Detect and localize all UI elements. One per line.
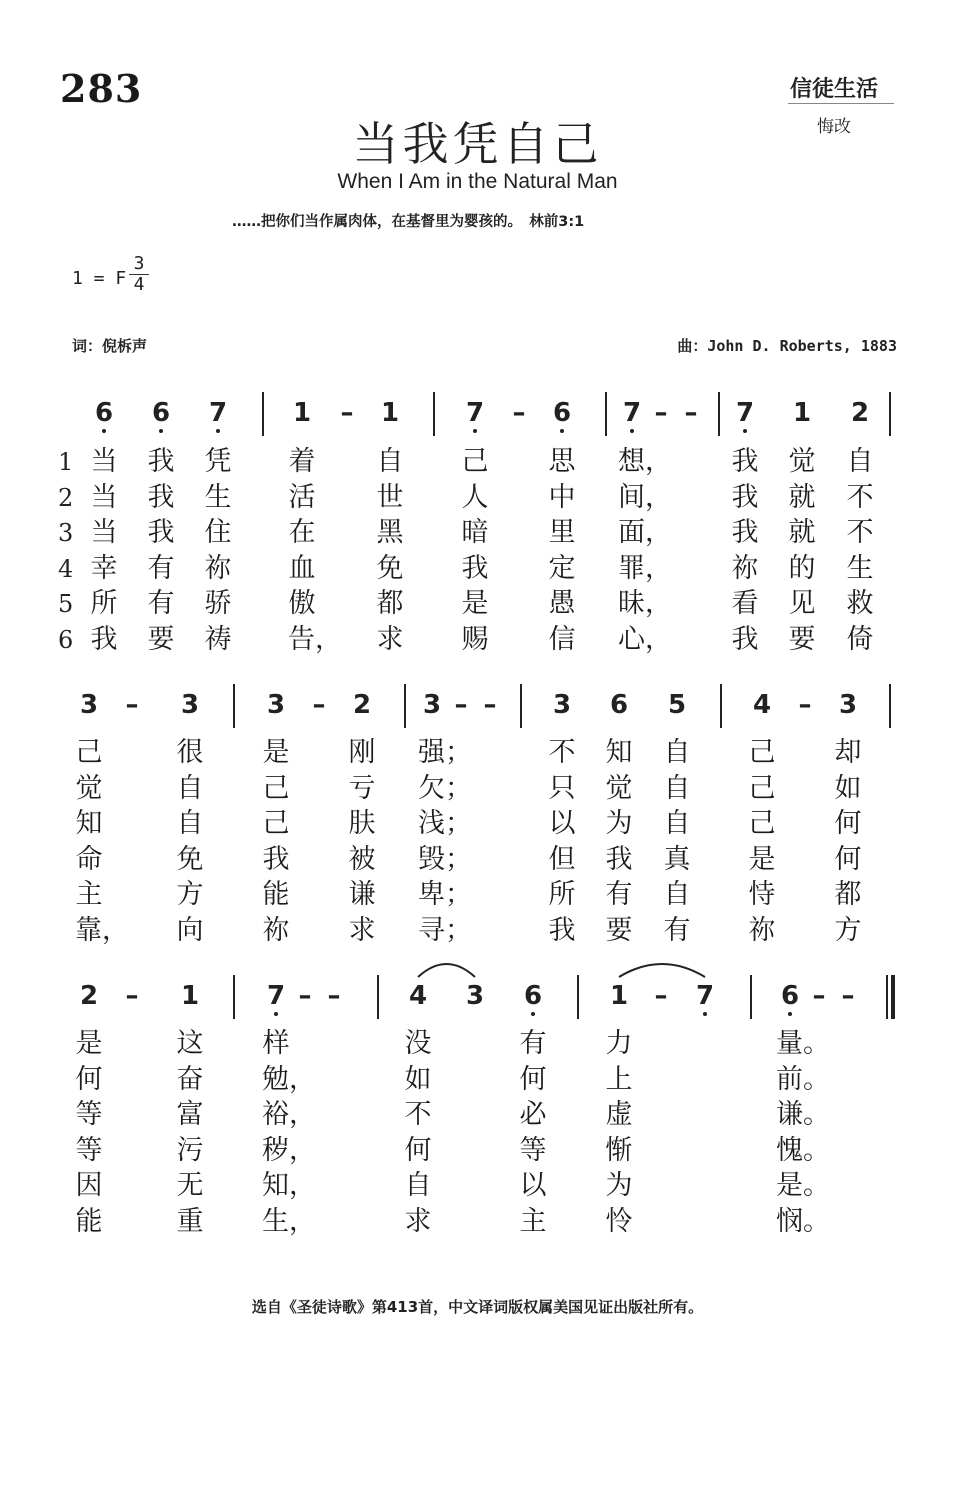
lyric-syllable: 自 [663,737,691,768]
lyric-syllable: 等 [519,1134,547,1166]
bar-line [520,684,522,728]
sustain-dash: – [812,981,826,1011]
low-octave-dot [743,429,747,433]
time-signature [129,254,149,295]
lyric-syllable: 命 [75,843,103,875]
sustain-dash: – [327,981,341,1011]
lyric-syllable: 我 [731,517,759,548]
lyric-syllable: 为 [605,808,633,839]
lyric-syllable: 自 [376,446,404,477]
lyric-syllable: 倚 [846,623,874,655]
lyric-syllable: 上 [605,1063,633,1095]
lyric-syllable: 免 [376,552,404,584]
lyric-syllable: 被 [348,843,376,875]
lyric-syllable: 主 [519,1205,547,1237]
lyric-syllable: 想， [618,446,672,477]
lyric-syllable: 人 [461,481,489,513]
lyric-syllable: 必 [519,1099,547,1130]
lyric-syllable: 的 [788,552,816,584]
bar-line [433,392,435,436]
note: 7 [735,398,755,428]
time-signature-bottom: 4 [133,274,145,295]
lyric-syllable: 前。 [776,1063,830,1095]
lyric-syllable: 惭 [605,1134,633,1166]
bar-line [889,684,891,728]
note: 7 [208,398,228,428]
verse-number: 4 [58,554,74,583]
lyric-syllable: 何 [404,1134,432,1166]
lyric-syllable: 是 [461,588,489,619]
bar-line [233,975,235,1019]
lyric-syllable: 凭 [204,446,232,477]
note: 1 [609,981,629,1011]
sustain-dash: – [454,690,468,720]
note: 1 [380,398,400,428]
verse-number: 3 [58,519,74,547]
lyric-syllable: 自 [404,1170,432,1201]
lyric-syllable: 以 [548,808,576,839]
lyric-syllable: 求 [376,623,404,655]
low-octave-dot [630,429,634,433]
lyric-syllable: 自 [846,446,874,477]
lyric-syllable: 所 [548,879,576,910]
lyric-syllable: 黑 [376,517,404,548]
low-octave-dot [703,1012,707,1016]
note: 2 [352,690,372,720]
lyric-syllable: 富 [176,1099,204,1130]
lyric-syllable: 靠， [75,914,129,946]
bar-line [233,684,235,728]
composer-credit: 曲：John D. Roberts, 1883 [677,337,897,355]
low-octave-dot [274,1012,278,1016]
lyric-syllable: 祢 [748,914,776,946]
category-label: 信徒生活 [790,76,879,102]
lyric-syllable: 赐 [461,623,489,655]
lyric-syllable: 看 [731,588,759,619]
lyric-syllable: 何 [834,843,862,875]
sustain-dash: – [512,398,526,428]
note: 7 [465,398,485,428]
lyric-syllable: 力 [605,1028,633,1059]
lyric-syllable: 真 [663,843,691,875]
bar-line [720,684,722,728]
lyric-syllable: 却 [834,737,862,768]
lyric-syllable: 血 [288,552,316,584]
note: 7 [266,981,286,1011]
lyric-syllable: 心， [618,623,672,655]
lyric-syllable: 见 [788,588,816,619]
note: 3 [266,690,286,720]
lyric-syllable: 谦 [348,879,376,910]
lyric-syllable: 愧。 [776,1134,830,1166]
lyric-syllable: 我 [147,446,175,477]
subcategory-label: 悔改 [817,117,851,137]
lyric-syllable: 我 [731,446,759,477]
note: 6 [780,981,800,1011]
note: 4 [408,981,428,1011]
bar-line [889,392,891,436]
lyric-syllable: 量。 [776,1028,830,1059]
sustain-dash: – [684,398,698,428]
verse-number: 2 [58,483,74,512]
note: 6 [523,981,543,1011]
lyric-syllable: 我 [90,623,118,655]
lyric-syllable: 重 [176,1205,204,1237]
time-signature-top: 3 [129,254,149,275]
lyric-syllable: 觉 [75,772,103,804]
lyric-syllable: 是 [75,1028,103,1059]
note: 4 [752,690,772,720]
lyric-syllable: 毁； [418,843,472,875]
lyric-syllable: 祢 [262,914,290,946]
lyric-syllable: 我 [147,517,175,548]
lyric-syllable: 欠； [418,772,472,804]
lyric-syllable: 自 [663,772,691,804]
low-octave-dot [102,429,106,433]
category-divider [788,103,894,104]
lyric-syllable: 污 [176,1134,204,1166]
lyric-syllable: 活 [288,481,316,513]
sustain-dash: – [312,690,326,720]
lyric-syllable: 如 [404,1063,432,1095]
low-octave-dot [473,429,477,433]
note: 5 [667,690,687,720]
lyric-syllable: 面， [618,517,672,548]
lyric-syllable: 昧， [618,588,672,619]
lyric-syllable: 己 [748,737,776,768]
lyric-syllable: 己 [262,808,290,839]
note: 2 [79,981,99,1011]
hymn-title: 当我凭自己 [352,117,603,171]
scripture-reference: ……把你们当作属肉体，在基督里为婴孩的。 林前3:1 [232,214,585,230]
bar-line [750,975,752,1019]
sustain-dash: – [654,398,668,428]
note: 3 [422,690,442,720]
lyric-syllable: 就 [788,481,816,513]
lyric-syllable: 愚 [548,588,576,619]
lyric-syllable: 能 [262,879,290,910]
note: 6 [94,398,114,428]
low-octave-dot [531,1012,535,1016]
lyric-syllable: 信 [548,623,576,655]
lyric-syllable: 着 [288,446,316,477]
note: 7 [622,398,642,428]
lyric-syllable: 方 [176,879,204,910]
lyric-syllable: 告， [288,623,342,655]
lyric-syllable: 骄 [204,588,232,619]
lyric-syllable: 不 [846,481,874,513]
lyric-syllable: 悯。 [776,1205,830,1237]
lyric-syllable: 在 [288,517,316,548]
bar-line [605,392,607,436]
lyric-syllable: 裕， [262,1099,316,1130]
lyric-syllable: 秽， [262,1134,316,1166]
note: 7 [695,981,715,1011]
lyric-syllable: 亏 [348,772,376,804]
lyric-syllable: 虚 [605,1099,633,1130]
lyric-syllable: 我 [605,843,633,875]
sustain-dash: – [298,981,312,1011]
lyricist-credit: 词：倪柝声 [72,337,148,355]
lyric-syllable: 己 [75,737,103,768]
lyric-syllable: 主 [75,879,103,910]
lyric-syllable: 要 [788,623,816,655]
lyric-syllable: 己 [748,808,776,839]
lyric-syllable: 祢 [731,552,759,584]
lyric-syllable: 有 [147,588,175,619]
lyric-syllable: 间， [618,481,672,513]
lyric-syllable: 自 [663,808,691,839]
verse-number: 5 [58,590,74,618]
lyric-syllable: 浅； [418,808,472,839]
note: 3 [79,690,99,720]
final-bar-thin [886,975,888,1019]
hymn-number: 283 [60,66,143,111]
lyric-syllable: 不 [404,1099,432,1130]
sustain-dash: – [125,981,139,1011]
lyric-syllable: 要 [147,623,175,655]
note: 6 [609,690,629,720]
lyric-syllable: 如 [834,772,862,804]
bar-line [377,975,379,1019]
lyric-syllable: 己 [748,772,776,804]
lyric-syllable: 我 [461,552,489,584]
lyric-syllable: 有 [519,1028,547,1059]
lyric-syllable: 方 [834,914,862,946]
lyric-syllable: 向 [176,914,204,946]
lyric-syllable: 祷 [204,623,232,655]
lyric-syllable: 恃 [748,879,776,910]
lyric-syllable: 觉 [605,772,633,804]
lyric-syllable: 祢 [204,552,232,584]
bar-line [577,975,579,1019]
note: 3 [552,690,572,720]
lyric-syllable: 是 [262,737,290,768]
lyric-syllable: 都 [376,588,404,619]
lyric-syllable: 己 [262,772,290,804]
lyric-syllable: 能 [75,1205,103,1237]
lyric-syllable: 思 [548,446,576,477]
lyric-syllable: 觉 [788,446,816,477]
lyric-syllable: 何 [519,1063,547,1095]
lyric-syllable: 刚 [348,737,376,768]
lyric-syllable: 当 [90,481,118,513]
lyric-syllable: 当 [90,517,118,548]
lyric-syllable: 寻； [418,914,472,946]
lyric-syllable: 这 [176,1028,204,1059]
lyric-syllable: 有 [663,914,691,946]
lyric-syllable: 样 [262,1028,290,1059]
lyric-syllable: 是。 [776,1170,830,1201]
note: 2 [850,398,870,428]
lyric-syllable: 为 [605,1170,633,1201]
low-octave-dot [788,1012,792,1016]
verse-number: 1 [58,448,74,476]
lyric-syllable: 勉， [262,1063,316,1095]
lyric-syllable: 但 [548,843,576,875]
lyric-syllable: 住 [204,517,232,548]
lyric-syllable: 当 [90,446,118,477]
lyric-syllable: 肤 [348,808,376,839]
lyric-syllable: 以 [519,1170,547,1201]
lyric-syllable: 何 [75,1063,103,1095]
english-title: When I Am in the Natural Man [337,170,618,193]
lyric-syllable: 奋 [176,1063,204,1095]
sustain-dash: – [483,690,497,720]
bar-line [404,684,406,728]
lyric-syllable: 是 [748,843,776,875]
lyric-syllable: 何 [834,808,862,839]
lyric-syllable: 傲 [288,588,316,619]
lyric-syllable: 幸 [90,552,118,584]
low-octave-dot [560,429,564,433]
copyright-footer: 选自《圣徒诗歌》第413首，中文译词版权属美国见证出版社所有。 [251,1298,704,1316]
bar-line [262,392,264,436]
lyric-syllable: 强； [418,737,472,768]
lyric-syllable: 中 [548,481,576,513]
lyric-syllable: 暗 [461,517,489,548]
sustain-dash: – [798,690,812,720]
note: 6 [552,398,572,428]
note: 1 [792,398,812,428]
lyric-syllable: 生 [204,481,232,513]
lyric-syllable: 我 [731,623,759,655]
final-bar-thick [891,975,895,1019]
note: 3 [180,690,200,720]
sustain-dash: – [654,981,668,1011]
lyric-syllable: 里 [548,517,576,548]
slur [418,959,475,979]
slur [619,959,705,979]
lyric-syllable: 知， [262,1170,316,1201]
lyric-syllable: 很 [176,737,204,768]
note: 3 [838,690,858,720]
bar-line [718,392,720,436]
lyric-syllable: 因 [75,1170,103,1201]
lyric-syllable: 知 [75,808,103,839]
lyric-syllable: 都 [834,879,862,910]
lyric-syllable: 自 [176,772,204,804]
lyric-syllable: 定 [548,552,576,584]
lyric-syllable: 己 [461,446,489,477]
lyric-syllable: 无 [176,1170,204,1201]
lyric-syllable: 怜 [605,1205,633,1237]
sustain-dash: – [841,981,855,1011]
lyric-syllable: 卑； [418,879,472,910]
lyric-syllable: 我 [147,481,175,513]
lyric-syllable: 自 [663,879,691,910]
sustain-dash: – [125,690,139,720]
lyric-syllable: 有 [147,552,175,584]
verse-number: 6 [58,625,74,654]
lyric-syllable: 只 [548,772,576,804]
lyric-syllable: 没 [404,1028,432,1059]
lyric-syllable: 要 [605,914,633,946]
lyric-syllable: 就 [788,517,816,548]
lyric-syllable: 谦。 [776,1099,830,1130]
lyric-syllable: 免 [176,843,204,875]
lyric-syllable: 等 [75,1134,103,1166]
lyric-syllable: 我 [262,843,290,875]
lyric-syllable: 知 [605,737,633,768]
key-signature: 1 = F [72,268,127,289]
sustain-dash: – [340,398,354,428]
lyric-syllable: 有 [605,879,633,910]
lyric-syllable: 自 [176,808,204,839]
lyric-syllable: 我 [731,481,759,513]
lyric-syllable: 不 [548,737,576,768]
lyric-syllable: 求 [404,1205,432,1237]
note: 3 [465,981,485,1011]
lyric-syllable: 我 [548,914,576,946]
note: 1 [292,398,312,428]
note: 6 [151,398,171,428]
lyric-syllable: 等 [75,1099,103,1130]
lyric-syllable: 求 [348,914,376,946]
note: 1 [180,981,200,1011]
lyric-syllable: 救 [846,588,874,619]
lyric-syllable: 生 [846,552,874,584]
lyric-syllable: 罪， [618,552,672,584]
lyric-syllable: 生， [262,1205,316,1237]
low-octave-dot [159,429,163,433]
lyric-syllable: 世 [376,481,404,513]
lyric-syllable: 不 [846,517,874,548]
lyric-syllable: 所 [90,588,118,619]
low-octave-dot [216,429,220,433]
